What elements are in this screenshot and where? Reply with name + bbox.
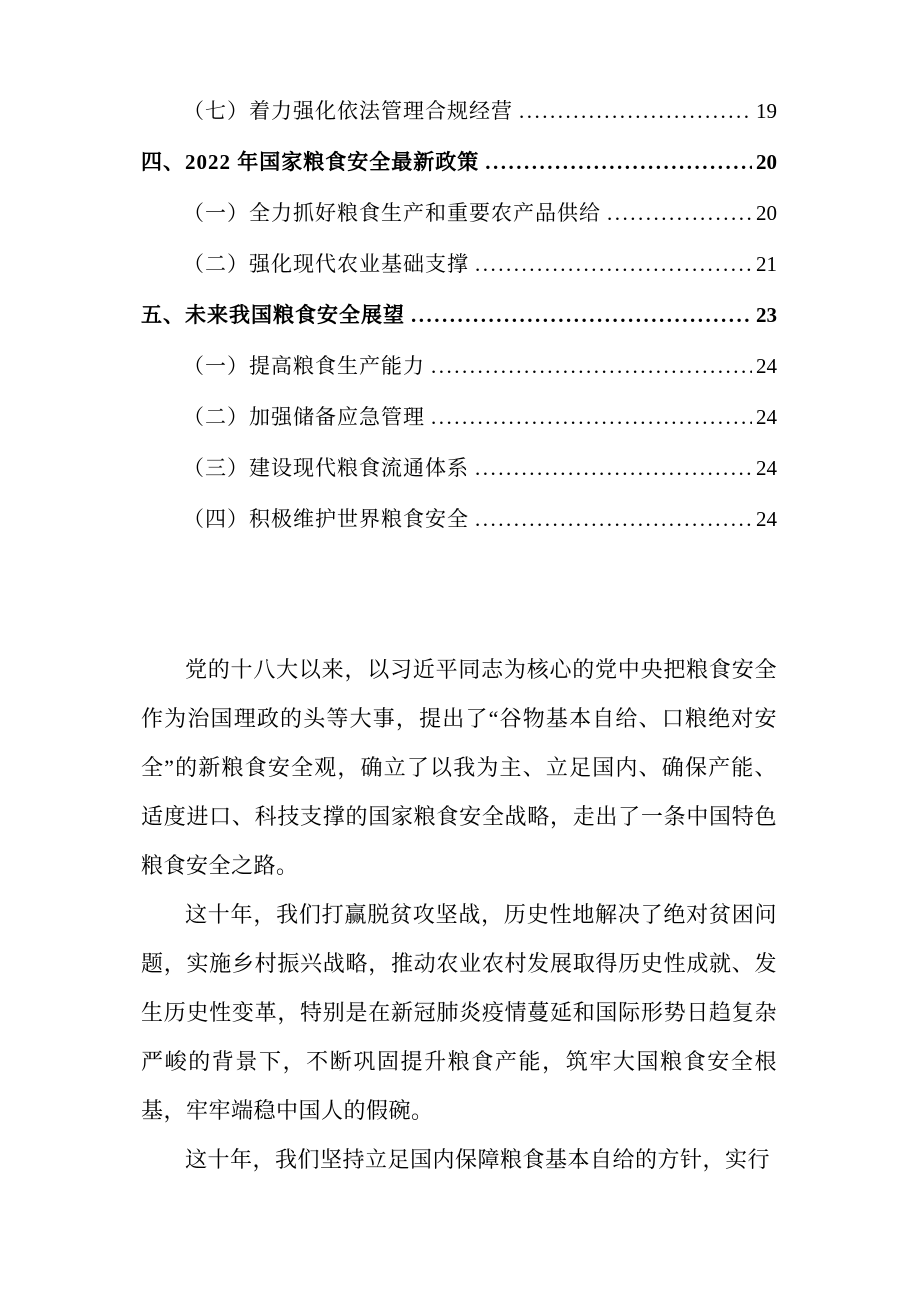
toc-entry[interactable] [141, 188, 777, 239]
toc-entry-label: （一）全力抓好粮食生产和重要农产品供给 [183, 201, 601, 225]
toc-page-number: 24 [756, 354, 777, 378]
toc-page-number: 21 [756, 252, 777, 276]
toc-dot-leader [519, 86, 752, 137]
toc-entry[interactable] [141, 137, 777, 188]
table-of-contents [141, 86, 777, 545]
toc-page-number: 24 [756, 405, 777, 429]
toc-entry[interactable] [141, 443, 777, 494]
toc-entry[interactable] [141, 392, 777, 443]
toc-dot-leader [607, 188, 752, 239]
toc-entry-label: （四）积极维护世界粮食安全 [183, 507, 469, 531]
toc-dot-leader [475, 239, 752, 290]
toc-dot-leader [475, 494, 752, 545]
toc-entry-label: （七）着力强化依法管理合规经营 [183, 99, 513, 123]
toc-dot-leader [475, 443, 752, 494]
toc-page-number: 24 [756, 456, 777, 480]
toc-entry[interactable] [141, 341, 777, 392]
document-body [141, 645, 777, 1184]
toc-page-number: 20 [756, 201, 777, 225]
toc-entry-label: 五、未来我国粮食安全展望 [141, 303, 405, 327]
toc-page-number: 20 [756, 150, 777, 174]
toc-entry[interactable] [141, 494, 777, 545]
toc-entry[interactable] [141, 290, 777, 341]
toc-entry-label: 四、2022 年国家粮食安全最新政策 [141, 150, 480, 174]
toc-dot-leader [431, 341, 752, 392]
toc-dot-leader [431, 392, 752, 443]
toc-dot-leader [485, 137, 752, 188]
body-paragraph: 这十年，我们打赢脱贫攻坚战，历史性地解决了绝对贫困问题，实施乡村振兴战略，推动农业农村发展取得历史性成就、发生历史性变革，特别是在新冠肺炎疫情蔓延和国际形势日趋复杂严峻的背景下，不断巩固提升粮食产能，筑牢大国粮食安全根基，牢牢端稳中国人的假碗。 [141, 902, 777, 1123]
toc-page-number: 24 [756, 507, 777, 531]
toc-entry-label: （二）强化现代农业基础支撑 [183, 252, 469, 276]
body-paragraph: 这十年，我们坚持立足国内保障粮食基本自给的方针，实行 [185, 1147, 771, 1172]
toc-entry[interactable] [141, 239, 777, 290]
body-paragraph: 党的十八大以来，以习近平同志为核心的党中央把粮食安全作为治国理政的头等大事，提出了“谷物基本自给、口粮绝对安全”的新粮食安全观，确立了以我为主、立足国内、确保产能、适度进口、科技支撑的国家粮食安全战略，走出了一条中国特色粮食安全之路。 [141, 657, 777, 878]
toc-entry-label: （二）加强储备应急管理 [183, 405, 425, 429]
toc-entry-label: （一）提高粮食生产能力 [183, 354, 425, 378]
toc-entry[interactable] [141, 86, 777, 137]
toc-dot-leader [411, 290, 752, 341]
toc-page-number: 19 [756, 99, 777, 123]
toc-entry-label: （三）建设现代粮食流通体系 [183, 456, 469, 480]
toc-page-number: 23 [756, 303, 777, 327]
